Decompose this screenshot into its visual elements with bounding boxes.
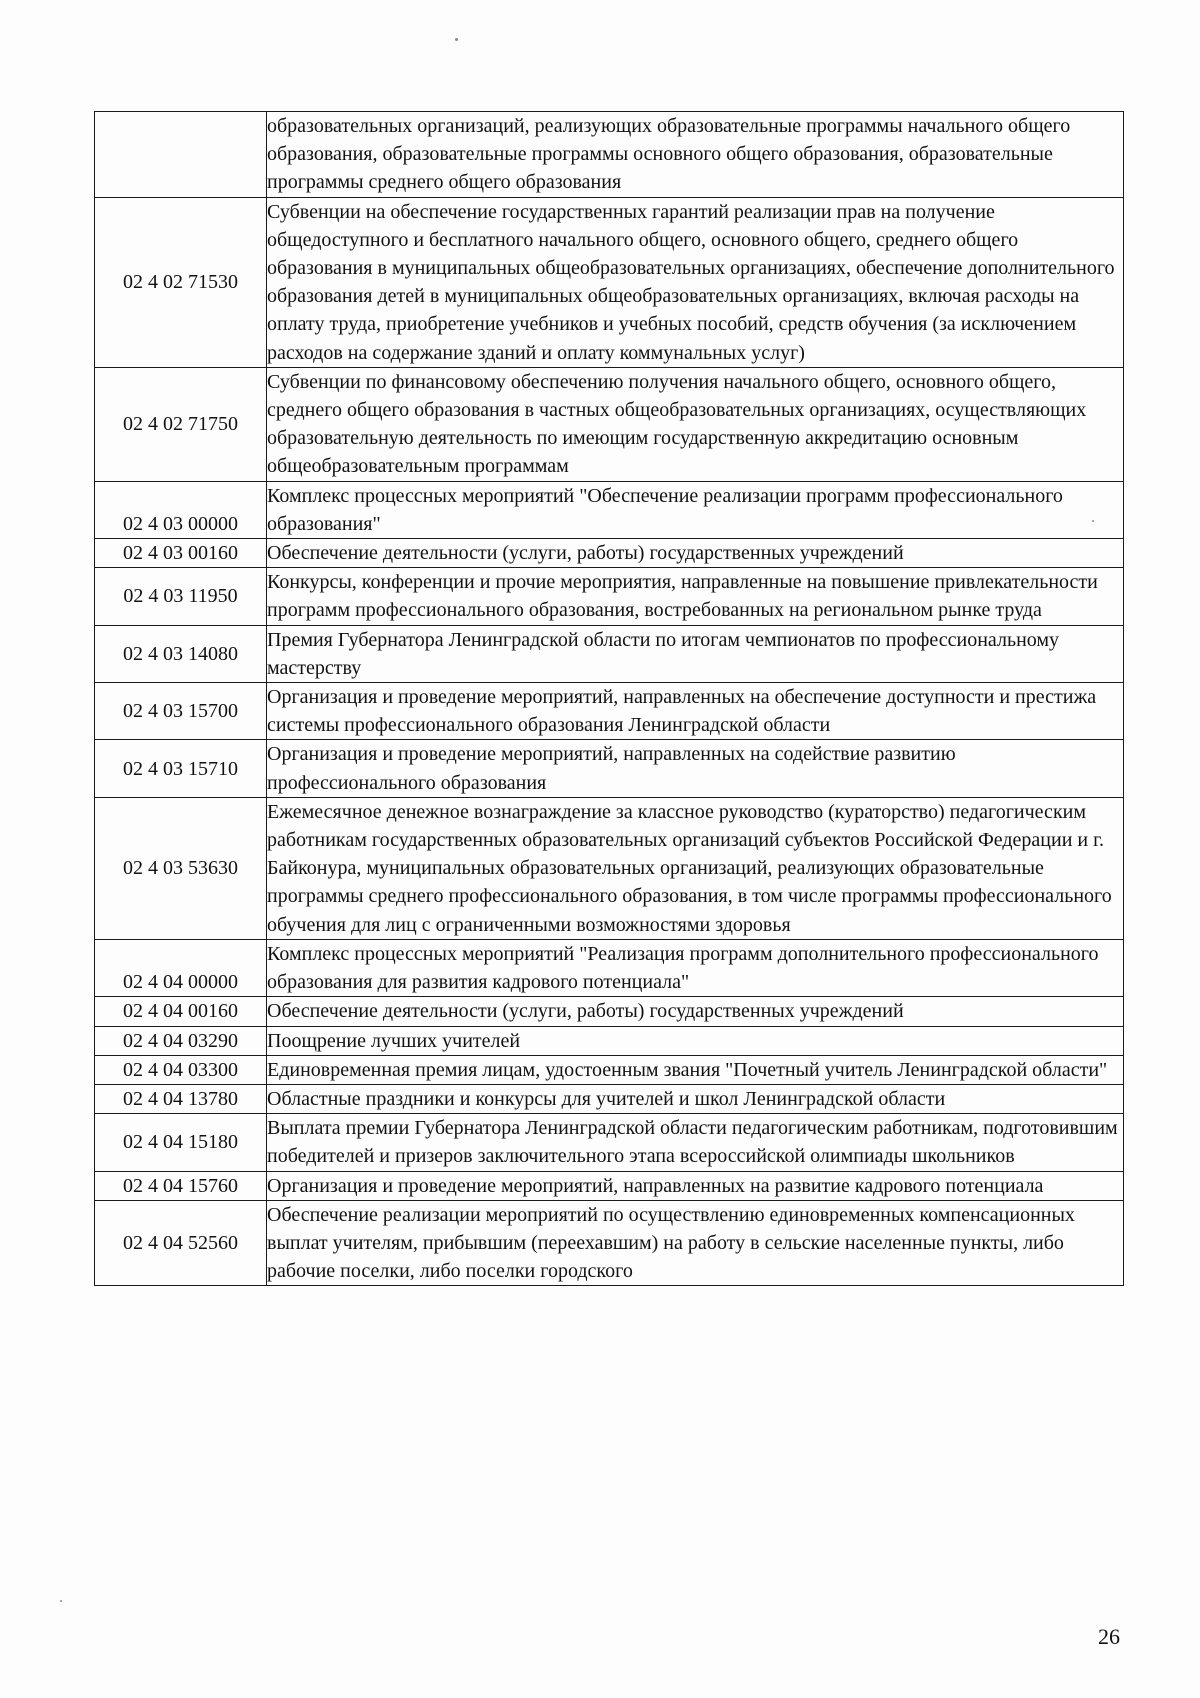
- description-cell: Конкурсы, конференции и прочие мероприятия, направленные на повышение привлекательности программ профессионального образования, востребованных на региональном рынке труда: [267, 568, 1124, 625]
- code-cell: 02 4 03 11950: [95, 568, 267, 625]
- description-cell: Организация и проведение мероприятий, направленных на содействие развитию профессионального образования: [267, 740, 1124, 797]
- table-row: [95, 1055, 1124, 1084]
- description-cell: Поощрение лучших учителей: [267, 1026, 1124, 1055]
- scan-speck: [60, 1600, 62, 1602]
- table-row: [95, 568, 1124, 625]
- table-row: [95, 1200, 1124, 1286]
- description-cell: Обеспечение реализации мероприятий по осуществлению единовременных компенсационных выплат учителям, прибывшим (переехавшим) на работу в сельские населенные пункты, либо рабочие поселки, либо поселки городского: [267, 1200, 1124, 1286]
- description-cell: Обеспечение деятельности (услуги, работы) государственных учреждений: [267, 997, 1124, 1026]
- table-row: [95, 112, 1124, 198]
- description-cell: образовательных организаций, реализующих образовательные программы начального общего образования, образовательные программы основного общего образования, образовательные программы среднего общего образования: [267, 112, 1124, 198]
- table-row: [95, 197, 1124, 367]
- description-cell: Организация и проведение мероприятий, направленных на обеспечение доступности и престижа системы профессионального образования Ленинградской области: [267, 683, 1124, 740]
- code-cell: 02 4 02 71530: [95, 197, 267, 367]
- description-cell: Обеспечение деятельности (услуги, работы) государственных учреждений: [267, 539, 1124, 568]
- description-cell: Комплекс процессных мероприятий "Реализация программ дополнительного профессионального образования для развития кадрового потенциала": [267, 939, 1124, 996]
- table-row: [95, 1114, 1124, 1171]
- description-cell: Премия Губернатора Ленинградской области по итогам чемпионатов по профессиональному мастерству: [267, 625, 1124, 682]
- table-row: [95, 539, 1124, 568]
- description-cell: Областные праздники и конкурсы для учителей и школ Ленинградской области: [267, 1084, 1124, 1113]
- table-row: [95, 683, 1124, 740]
- code-cell: 02 4 03 15710: [95, 740, 267, 797]
- table-row: [95, 1084, 1124, 1113]
- table-row: [95, 797, 1124, 939]
- description-cell: Субвенции на обеспечение государственных гарантий реализации прав на получение общедоступного и бесплатного начального общего, основного общего, среднего общего образования в муниципальных общеобразовательных организациях, обеспечение дополнительного образования детей в муниципальных общеобразовательных организациях, включая расходы на оплату труда, приобретение учебников и учебных пособий, средств обучения (за исключением расходов на содержание зданий и оплату коммунальных услуг): [267, 197, 1124, 367]
- page-number: 26: [1098, 1624, 1120, 1649]
- code-cell: [95, 112, 267, 198]
- code-cell: 02 4 04 00000: [95, 939, 267, 996]
- code-cell: 02 4 03 00160: [95, 539, 267, 568]
- code-cell: 02 4 02 71750: [95, 367, 267, 481]
- table-row: [95, 367, 1124, 481]
- code-cell: 02 4 04 13780: [95, 1084, 267, 1113]
- table-row: [95, 1026, 1124, 1055]
- table-row: [95, 997, 1124, 1026]
- description-cell: Комплекс процессных мероприятий "Обеспечение реализации программ профессионального образования": [267, 481, 1124, 538]
- code-cell: 02 4 03 00000: [95, 481, 267, 538]
- code-cell: 02 4 04 52560: [95, 1200, 267, 1286]
- table-row: [95, 939, 1124, 996]
- code-cell: 02 4 03 15700: [95, 683, 267, 740]
- table-row: [95, 625, 1124, 682]
- table-row: [95, 1171, 1124, 1200]
- code-cell: 02 4 03 53630: [95, 797, 267, 939]
- code-cell: 02 4 04 15760: [95, 1171, 267, 1200]
- code-cell: 02 4 04 03300: [95, 1055, 267, 1084]
- table-row: [95, 481, 1124, 538]
- description-cell: Ежемесячное денежное вознаграждение за классное руководство (кураторство) педагогическим работникам государственных образовательных организаций субъектов Российской Федерации и г. Байконура, муниципальных образовательных организаций, реализующих образовательные программы среднего профессионального образования, в том числе программы профессионального обучения для лиц с ограниченными возможностями здоровья: [267, 797, 1124, 939]
- scan-speck: [455, 38, 458, 41]
- description-cell: Выплата премии Губернатора Ленинградской области педагогическим работникам, подготовившим победителей и призеров заключительного этапа всероссийской олимпиады школьников: [267, 1114, 1124, 1171]
- code-cell: 02 4 04 00160: [95, 997, 267, 1026]
- code-cell: 02 4 03 14080: [95, 625, 267, 682]
- description-cell: Субвенции по финансовому обеспечению получения начального общего, основного общего, среднего общего образования в частных общеобразовательных организациях, осуществляющих образовательную деятельность по имеющим государственную аккредитацию основным общеобразовательным программам: [267, 367, 1124, 481]
- budget-codes-table: [94, 111, 1124, 1286]
- code-cell: 02 4 04 15180: [95, 1114, 267, 1171]
- code-cell: 02 4 04 03290: [95, 1026, 267, 1055]
- table-row: [95, 740, 1124, 797]
- description-cell: Единовременная премия лицам, удостоенным звания "Почетный учитель Ленинградской области": [267, 1055, 1124, 1084]
- description-cell: Организация и проведение мероприятий, направленных на развитие кадрового потенциала: [267, 1171, 1124, 1200]
